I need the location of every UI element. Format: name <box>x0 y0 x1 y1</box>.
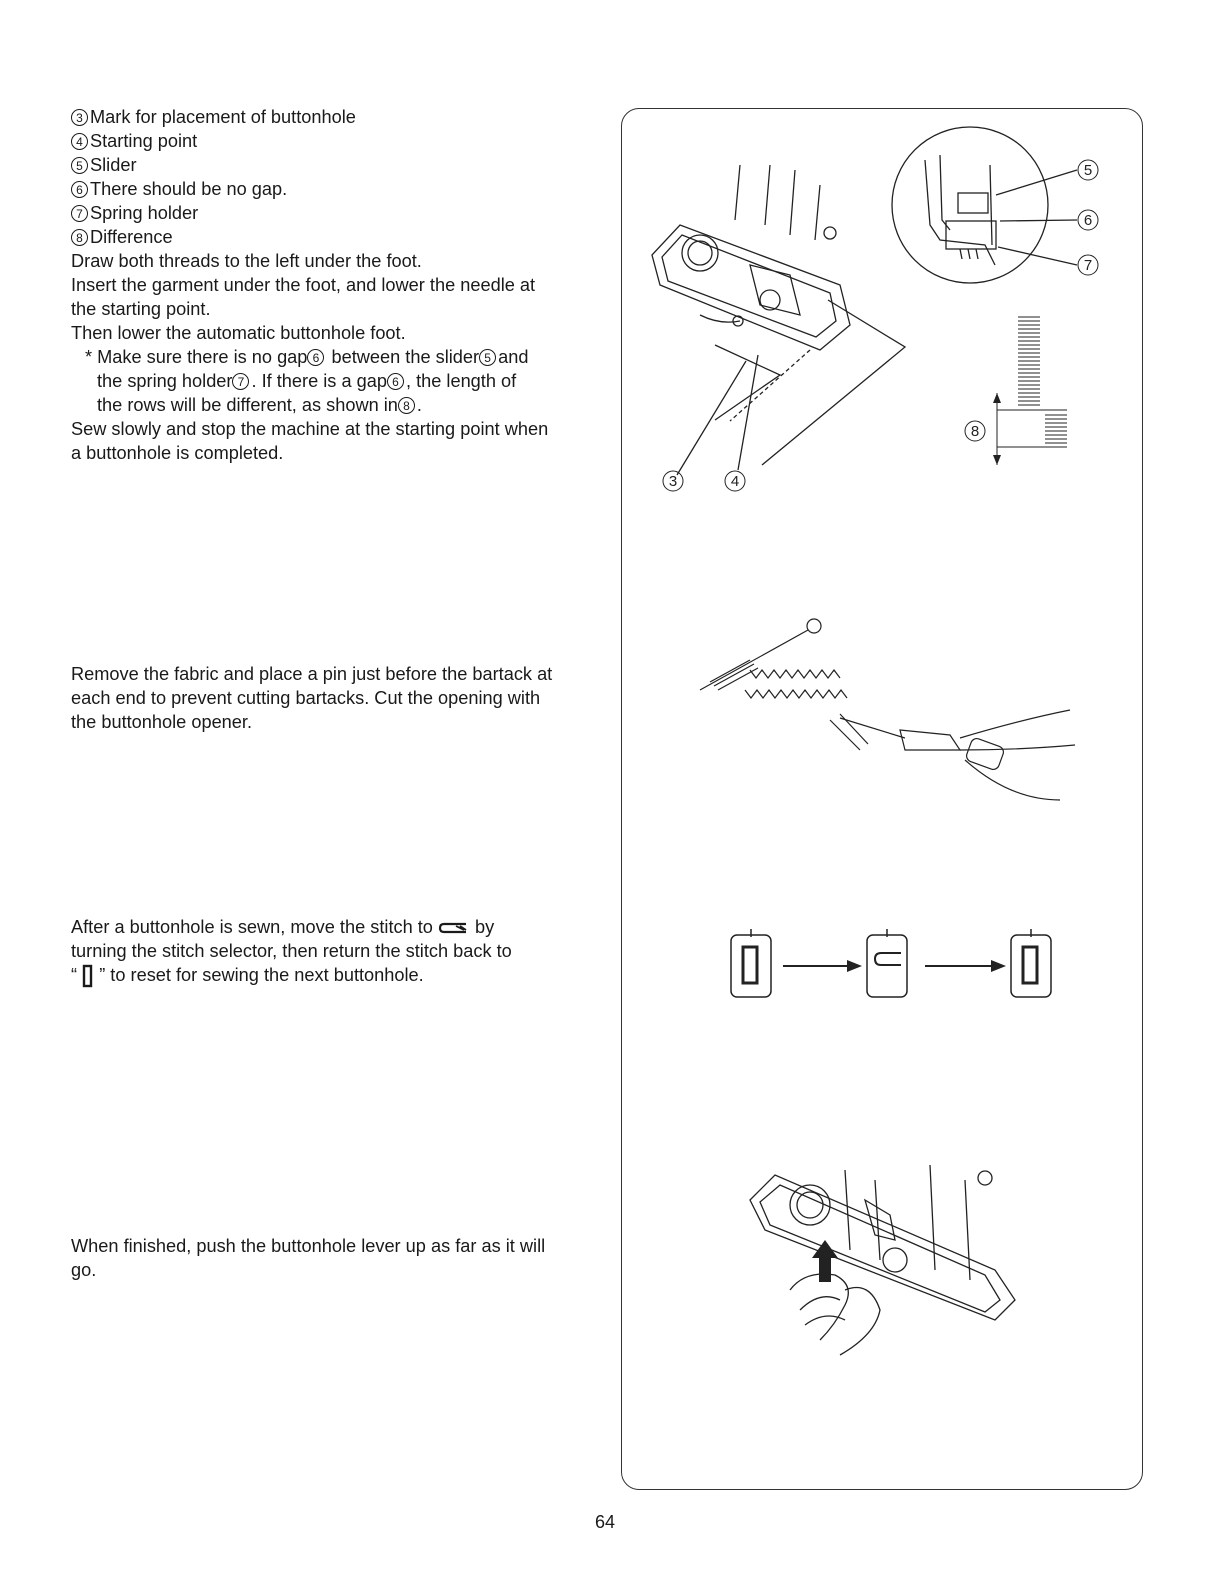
buttonhole-opener-illustration <box>690 610 1090 810</box>
instruction-line: turning the stitch selector, then return the stitch back to <box>71 941 512 961</box>
note-text: the spring holder <box>97 371 233 391</box>
callout-number: 6 <box>71 181 88 198</box>
buttonhole-foot-illustration <box>640 125 1120 505</box>
callout-4: 4 <box>730 473 740 490</box>
instruction-line: each end to prevent cutting bartacks. Cut the opening with <box>71 688 541 708</box>
callout-3: 3 <box>668 473 678 490</box>
callout-number: 5 <box>479 349 496 366</box>
note-text: between the slider <box>331 347 480 367</box>
legend-item-4 <box>71 129 606 153</box>
callout-6: 6 <box>1083 212 1093 229</box>
legend-label: Mark for placement of buttonhole <box>90 107 356 127</box>
buttonhole-stitch-icon <box>82 964 94 988</box>
callout-number: 8 <box>71 229 88 246</box>
instruction-text: by <box>475 917 495 937</box>
bartack-stitch-icon <box>438 921 470 935</box>
legend-label: Starting point <box>90 131 198 151</box>
instruction-line: the buttonhole opener. <box>71 712 253 732</box>
callout-number: 5 <box>71 157 88 174</box>
buttonhole-lever-illustration <box>745 1160 1045 1360</box>
legend-item-5 <box>71 153 606 177</box>
page-number: 64 <box>594 1512 616 1532</box>
legend-item-7 <box>71 201 606 225</box>
stitch-selector-sequence <box>725 925 1060 1005</box>
note-text: , the length of <box>405 371 517 391</box>
note-line <box>71 369 606 393</box>
instruction-line <box>71 915 606 939</box>
callout-5: 5 <box>1083 162 1093 179</box>
instruction-line <box>71 963 606 987</box>
instruction-text: ” to reset for sewing the next buttonhole. <box>99 965 424 985</box>
instruction-line: Insert the garment under the foot, and lower the needle at <box>71 275 536 295</box>
instruction-text: After a buttonhole is sewn, move the stitch to <box>71 917 433 937</box>
note-text: the rows will be different, as shown in <box>97 395 398 415</box>
selector-window-buttonhole <box>1011 935 1051 997</box>
note-text: * Make sure there is no gap <box>85 347 308 367</box>
instruction-line: the starting point. <box>71 299 211 319</box>
legend-label: There should be no gap. <box>90 179 288 199</box>
callout-number: 4 <box>71 133 88 150</box>
callout-7: 7 <box>1083 257 1093 274</box>
callout-number: 6 <box>387 373 404 390</box>
instruction-line: Then lower the automatic buttonhole foot. <box>71 323 406 343</box>
legend-label: Slider <box>90 155 137 175</box>
legend-item-8 <box>71 225 606 249</box>
instruction-line: Draw both threads to the left under the foot. <box>71 251 422 271</box>
callout-number: 8 <box>398 397 415 414</box>
callout-8: 8 <box>970 423 980 440</box>
note-line <box>71 345 606 369</box>
instruction-line: a buttonhole is completed. <box>71 443 284 463</box>
section-1-text <box>71 105 606 465</box>
section-3-text <box>71 915 606 987</box>
note-line <box>71 393 606 417</box>
instruction-text: “ <box>71 965 78 985</box>
note-text: and <box>498 347 529 367</box>
selector-window-buttonhole <box>731 935 771 997</box>
instruction-line: Remove the fabric and place a pin just before the bartack at <box>71 664 553 684</box>
legend-label: Difference <box>90 227 173 247</box>
callout-number: 7 <box>71 205 88 222</box>
instruction-line: When finished, push the buttonhole lever up as far as it will <box>71 1236 546 1256</box>
instruction-line: Sew slowly and stop the machine at the starting point when <box>71 419 549 439</box>
legend-item-6 <box>71 177 606 201</box>
instruction-line: go. <box>71 1260 97 1280</box>
section-4-text <box>71 1234 606 1282</box>
callout-number: 7 <box>232 373 249 390</box>
note-text: . <box>416 395 422 415</box>
section-2-text <box>71 662 606 734</box>
callout-number: 6 <box>307 349 324 366</box>
callout-number: 3 <box>71 109 88 126</box>
note-text: . If there is a gap <box>251 371 387 391</box>
legend-label: Spring holder <box>90 203 199 223</box>
legend-item-3 <box>71 105 606 129</box>
